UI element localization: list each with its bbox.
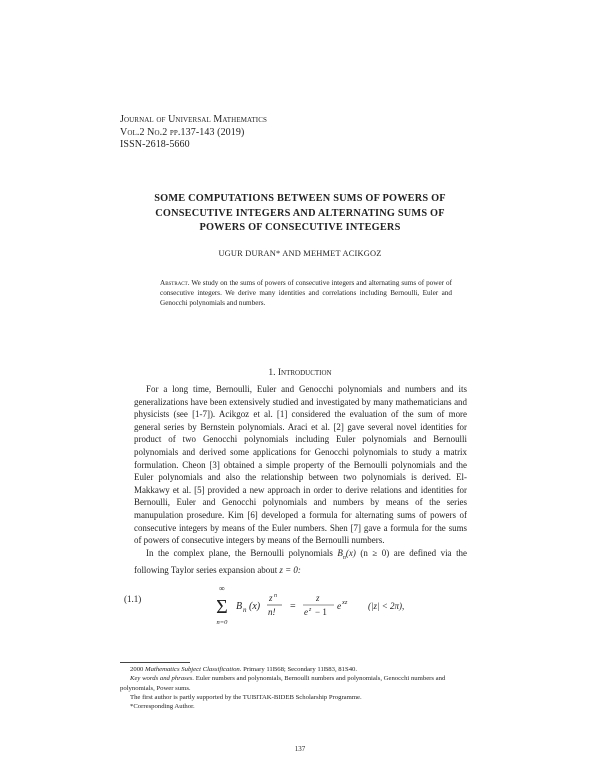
- body-text: [134, 383, 467, 577]
- footnote-msc-text: Primary 11B68; Secondary 11B83, 81S40.: [243, 666, 358, 673]
- exp-xz: xz: [342, 599, 348, 606]
- footnotes: [120, 665, 480, 711]
- footnote-divider: [120, 662, 190, 663]
- section-heading: [120, 368, 480, 378]
- bernoulli-symbol: B: [236, 601, 243, 612]
- fraction-numerator-power: n: [274, 593, 277, 599]
- paragraph-2-end: z = 0:: [279, 565, 301, 576]
- inline-bernoulli: $B_n(x)$: [337, 547, 356, 561]
- sum-upper: ∞: [219, 584, 225, 593]
- paragraph-2-start: In the complex plane, the Bernoulli polynomials: [146, 547, 333, 558]
- equation-1-1: [120, 582, 480, 632]
- equals-sign: =: [290, 601, 296, 612]
- title-line-3: POWERS OF CONSECUTIVE INTEGERS: [199, 222, 401, 233]
- sum-lower: n=0: [216, 619, 228, 626]
- footnote-msc-label: Mathematics Subject Classification.: [145, 666, 242, 673]
- page-number: 137: [294, 745, 306, 753]
- bernoulli-subscript: n: [243, 606, 247, 614]
- abstract: [160, 278, 452, 309]
- paragraph-2-mid: are defined via the following Taylor series expansion about: [134, 547, 467, 576]
- paper-title: [120, 192, 480, 236]
- footnote-keywords: [120, 674, 480, 693]
- authors: UGUR DURAN* AND MEHMET ACIKGOZ: [218, 249, 382, 258]
- paragraph-2-cond: (n ≥ 0): [360, 547, 390, 558]
- journal-name: Journal of Universal Mathematics: [120, 114, 267, 125]
- rhs-denominator-tail: − 1: [315, 607, 327, 617]
- paragraph-1: For a long time, Bernoulli, Euler and Genocchi polynomials and numbers and its generalizations have been extensively studied and investigated by many mathematicians and physicists (see [1-7]). Acikgoz et al. [1] considered the evaluation of the sum of more general series by Bernstein polynomials. Araci et al. [2] gave several novel identities for product of two Genocchi polynomials including Euler polynomials and Bernoulli polynomials and derived some applications for Genocchi polynomials to study a matrix formulation. Cheon [3] obtained a simple property of the Bernoulli polynomials and the Euler polynomials and also the relationship between two polynomials is derived. El-Makkawy et al. [5] provided a new approach in order to derive relations and identities for Bernoulli, Euler and Genocchi polynomials and numbers by means of the series manupulation prosedure. Kim [6] developed a formula for alternating sums of powers of consecutive integers by means of the Euler numbers. Shen [7] gave a formula for the sums of powers of consecutive integers by means of the Bernoulli numbers.: [134, 384, 467, 546]
- section-title: Introduction: [277, 368, 332, 378]
- abstract-text: We study on the sums of powers of consecutive integers and alternating sums of power of consecutive integers. We derive many identities and correlations including Bernoulli, Euler and Genocchi polynomials and numbers.: [160, 279, 452, 308]
- sum-symbol: Σ: [216, 596, 228, 618]
- journal-issn: ISSN-2618-5660: [120, 139, 190, 150]
- abstract-label: Abstract.: [160, 279, 190, 287]
- journal-header: [120, 114, 267, 152]
- fraction-denominator: n!: [268, 607, 276, 617]
- rhs-denominator-z: z: [309, 607, 312, 613]
- inline-sub-n: n: [342, 554, 346, 561]
- footnote-keywords-text: Euler numbers and polynomials, Bernoulli numbers and polynomials, Genocchi numbers and polynomials, Power sums.: [120, 675, 446, 692]
- journal-volume: Vol.2 No.2 pp.137-143 (2019): [120, 126, 245, 138]
- equation-formula: [210, 582, 460, 632]
- footnote-corresponding: *Corresponding Author.: [130, 703, 195, 711]
- section-number: 1.: [268, 368, 276, 378]
- footnote-funding: The first author is partly supported by the TUBITAK-BIDEB Scholarship Programme.: [130, 693, 362, 701]
- paragraph-2: [134, 547, 467, 577]
- equation-number: (1.1): [124, 594, 142, 604]
- exp-e: e: [337, 602, 342, 612]
- footnote-msc: [120, 665, 480, 674]
- title-line-2: CONSECUTIVE INTEGERS AND ALTERNATING SUMS OF: [155, 207, 445, 219]
- equation-condition: (|z| < 2π),: [368, 601, 405, 611]
- footnote-msc-year: 2000: [130, 666, 144, 673]
- bernoulli-argument: (x): [249, 601, 261, 612]
- rhs-denominator-e: e: [304, 607, 308, 617]
- footnote-keywords-label: Key words and phrases.: [130, 675, 195, 683]
- rhs-numerator: z: [316, 593, 320, 603]
- title-line-1: SOME COMPUTATIONS BETWEEN SUMS OF POWERS OF: [154, 193, 446, 204]
- fraction-numerator-z: z: [269, 593, 273, 603]
